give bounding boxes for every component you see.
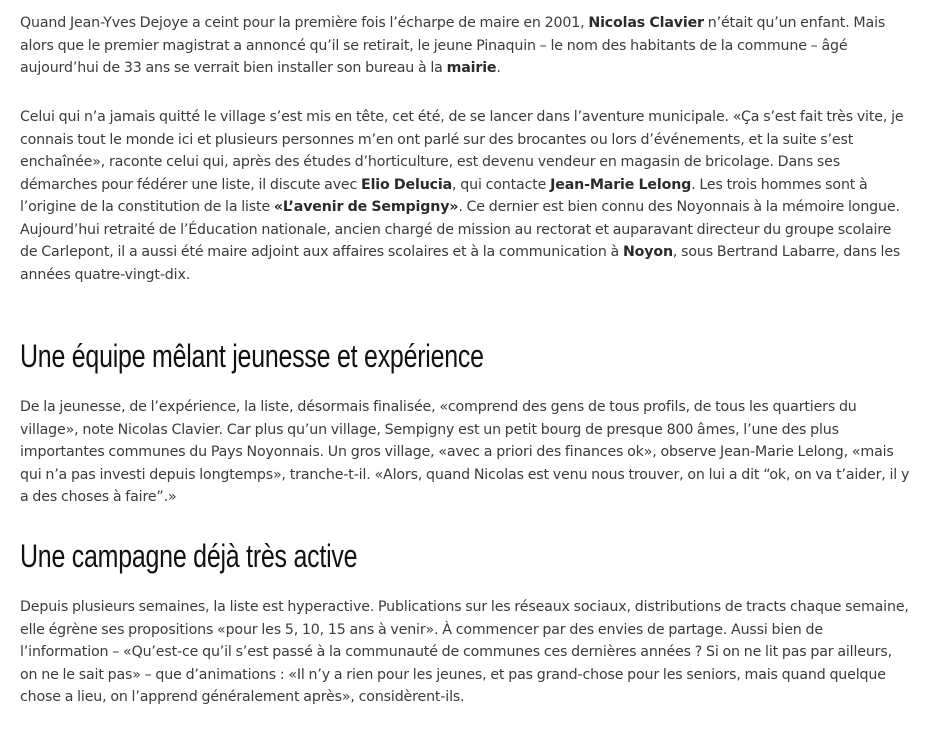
bold-place-noyon: Noyon [622,244,673,260]
text-segment: Depuis plusieurs semaines, la liste est hyperactive. Publications sur les réseaux sociaux, distributions de tracts chaque semaine, elle égrène ses propositions «pour les 5, 10, 15 ans à venir». À commencer par des envies de partage. Aussi bien de l’information – «Qu’est-ce qu’il s’est passé à la communauté de communes ces dernières années ? Si on ne lit pas par ailleurs, on ne le sait pas» – que d’animations : «Il n’y a rien pour les jeunes, et pas grand-chose pour les seniors, mais quand quelque chose a lieu, on l’apprend généralement après», considèrent-ils. [20,599,909,705]
paragraph-intro [20,12,912,80]
text-segment: n’était qu’un enfant. Mais alors que le premier magistrat a annoncé qu’il se retirait, le jeune Pinaquin – le nom des habitants de la commune – âgé aujourd’hui de 33 ans se verrait bien installer son bureau à la [20,15,886,76]
bold-list-name: «L’avenir de Sempigny» [273,199,459,215]
paragraph-team-origin [20,106,912,286]
paragraph-campaign [20,596,912,709]
text-segment: . [496,60,501,76]
paragraph-team-profile [20,396,912,509]
bold-name-nicolas-clavier: Nicolas Clavier [588,15,704,31]
text-segment: , sous Bertrand Labarre, dans les années quatre-vingt-dix. [20,244,901,283]
text-segment: . Ce dernier est bien connu des Noyonnais à la mémoire longue. Aujourd’hui retraité de l’Éducation nationale, ancien chargé de mission au rectorat et auparavant directeur du groupe scolaire de Carlepont, il a aussi été maire adjoint aux affaires scolaires et à la communication à [20,199,900,260]
section-heading-team: Une équipe mêlant jeunesse et expérience [20,338,484,374]
text-segment: Quand Jean-Yves Dejoye a ceint pour la première fois l’écharpe de maire en 2001, [20,15,589,31]
text-segment: . Les trois hommes sont à l’origine de la constitution de la liste [20,176,868,215]
text-segment: De la jeunesse, de l’expérience, la liste, désormais finalisée, «comprend des gens de tous profils, de tous les quartiers du village», note Nicolas Clavier. Car plus qu’un village, Sempigny est un petit bourg de presque 800 âmes, l’une des plus importantes communes du Pays Noyonnais. Un gros village, «avec a priori des finances ok», observe Jean-Marie Lelong, «mais qui n’a pas investi depuis longtemps», tranche-t-il. «Alors, quand Nicolas est venu nous trouver, on lui a dit “ok, on va t’aider, il y a des choses à faire”.» [20,399,910,505]
text-segment: Celui qui n’a jamais quitté le village s’est mis en tête, cet été, de se lancer dans l’aventure municipale. «Ça s’est fait très vite, je connais tout le monde ici et plusieurs personnes m’en ont parlé sur des brocantes ou lors d’événements, et la suite s’est enchaînée», raconte celui qui, après des études d’horticulture, est devenu vendeur en magasin de bricolage. Dans ses démarches pour fédérer une liste, il discute avec [20,109,904,193]
section-heading-campaign: Une campagne déjà très active [20,538,358,574]
bold-name-jean-marie-lelong: Jean-Marie Lelong [550,176,692,193]
text-segment: , qui contacte [452,176,551,193]
bold-name-elio-delucia: Elio Delucia [361,176,453,193]
bold-word-mairie: mairie [446,60,497,76]
